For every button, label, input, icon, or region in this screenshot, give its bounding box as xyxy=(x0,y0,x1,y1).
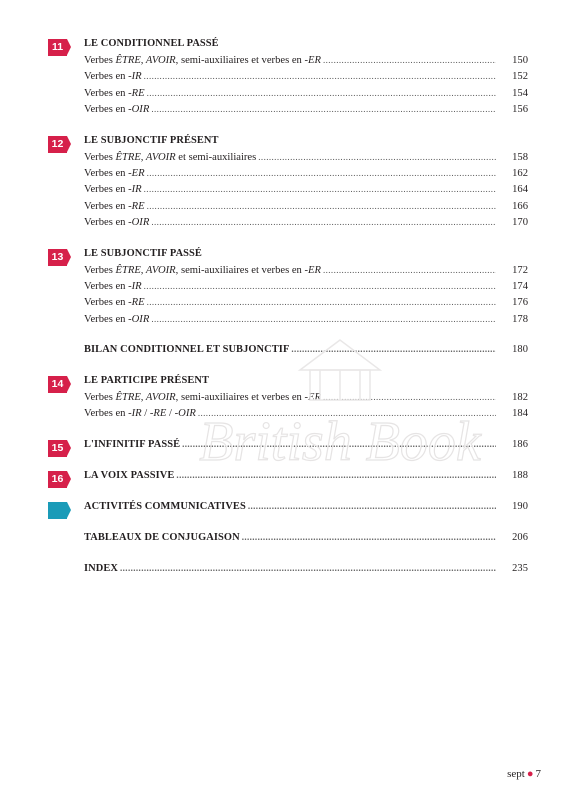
toc-chapter xyxy=(48,501,528,518)
chapter-title-row[interactable] xyxy=(84,501,528,518)
entry-label-text: Verbes xyxy=(84,392,116,404)
chapter-title: LE CONDITIONNEL PASSÉ xyxy=(84,38,219,49)
watermark-text: British Book xyxy=(199,411,481,473)
entry-label xyxy=(84,265,321,276)
dot-leader xyxy=(147,297,496,307)
page-number: 182 xyxy=(512,392,528,404)
chapter-title-row[interactable] xyxy=(84,375,528,392)
entry-label xyxy=(84,184,142,195)
toc-entry[interactable] xyxy=(84,88,528,104)
dot-leader xyxy=(291,344,496,354)
entry-label-italic: -OIR xyxy=(128,217,150,229)
page-number: 186 xyxy=(512,438,528,450)
entry-label-text: , semi-auxiliaires et verbes en xyxy=(175,264,305,276)
page-number: 178 xyxy=(512,313,528,325)
dot-leader xyxy=(147,88,496,98)
page-number: 162 xyxy=(512,167,528,179)
entry-label-italic: ÊTRE, AVOIR xyxy=(115,392,176,404)
page-number: 176 xyxy=(512,297,528,309)
entry-label-text: Verbes en xyxy=(84,217,129,229)
page-number: 206 xyxy=(512,531,528,543)
dot-leader xyxy=(144,184,496,194)
entry-label-italic: -ER xyxy=(304,392,321,404)
toc-chapter xyxy=(48,375,528,425)
entry-label-italic: -RE xyxy=(128,297,145,309)
chapter-title-row[interactable] xyxy=(84,248,528,265)
entry-label xyxy=(84,281,142,292)
dot-leader xyxy=(120,563,496,573)
entry-label-italic: -IR xyxy=(128,71,142,83)
toc-entry[interactable] xyxy=(84,217,528,233)
page-number: 174 xyxy=(512,280,528,292)
chapter-number-badge: 11 xyxy=(48,39,67,56)
dot-leader xyxy=(248,501,496,511)
toc-entry[interactable] xyxy=(84,104,528,120)
entry-label xyxy=(84,217,149,228)
page-number: 150 xyxy=(512,55,528,66)
toc-entry[interactable] xyxy=(84,168,528,184)
entry-label-italic: -RE xyxy=(128,87,145,99)
chapter-title-row[interactable] xyxy=(84,344,528,361)
entry-label xyxy=(84,392,321,403)
chapter-title: TABLEAUX DE CONJUGAISON xyxy=(84,531,240,543)
dot-leader xyxy=(323,265,496,275)
toc-chapter xyxy=(48,439,528,456)
chapter-title: LE PARTICIPE PRÉSENT xyxy=(84,375,209,387)
chapter-title-row[interactable] xyxy=(84,135,528,152)
entry-label xyxy=(84,104,149,115)
dot-leader xyxy=(151,314,496,324)
entry-label xyxy=(84,297,145,308)
entry-label xyxy=(84,314,149,325)
entry-label-text: Verbes en xyxy=(84,184,129,196)
entry-label-italic: -RE xyxy=(149,408,167,420)
entry-label-text: Verbes en xyxy=(84,87,129,99)
entry-label xyxy=(84,168,145,179)
entry-label-italic: -OIR xyxy=(128,313,150,325)
page-number: 158 xyxy=(512,151,528,163)
table-of-contents xyxy=(48,38,528,594)
toc-entry[interactable] xyxy=(84,265,528,281)
entry-label-italic: -ER xyxy=(304,55,321,66)
entry-label-italic: -ER xyxy=(304,264,321,276)
chapter-number-badge: 14 xyxy=(48,376,67,393)
chapter-title: L'INFINITIF PASSÉ xyxy=(84,438,181,450)
entry-label-italic: -IR xyxy=(128,280,142,292)
dot-leader xyxy=(151,104,496,114)
chapter-title: LA VOIX PASSIVE xyxy=(84,469,175,481)
chapter-number-badge: 13 xyxy=(48,249,67,266)
toc-chapter xyxy=(48,344,528,361)
entry-label-text: Verbes en xyxy=(84,297,129,309)
entry-label-italic: ÊTRE, AVOIR xyxy=(115,151,176,163)
dot-leader xyxy=(258,152,496,162)
toc-chapter xyxy=(48,532,528,549)
toc-entry[interactable] xyxy=(84,408,528,424)
dot-leader xyxy=(176,470,496,480)
chapter-title-row[interactable] xyxy=(84,470,528,487)
dot-leader xyxy=(323,55,496,65)
entry-label xyxy=(84,71,142,82)
dot-leader xyxy=(242,532,496,542)
entry-label-text: Verbes xyxy=(84,264,116,276)
dot-leader xyxy=(147,168,496,178)
entry-label-text: Verbes xyxy=(84,55,116,66)
entry-label-text: Verbes en xyxy=(84,71,129,83)
footer-page-number: 7 xyxy=(535,768,541,780)
entry-label-text: Verbes en xyxy=(84,200,129,212)
entry-label-text: Verbes en xyxy=(84,167,129,179)
toc-chapter xyxy=(48,38,528,121)
toc-entry[interactable] xyxy=(84,201,528,217)
entry-label-italic: -OIR xyxy=(128,104,150,116)
toc-entry[interactable] xyxy=(84,281,528,297)
chapter-title: BILAN CONDITIONNEL ET SUBJONCTIF xyxy=(84,344,290,356)
entry-label-text: , semi-auxiliaires et verbes en xyxy=(175,55,305,66)
entry-label-text: Verbes en xyxy=(84,408,129,420)
dot-leader xyxy=(144,281,496,291)
entry-label-text: et semi-auxiliaires xyxy=(175,151,257,163)
chapter-title-row[interactable] xyxy=(84,439,528,456)
entry-label-italic: ÊTRE, AVOIR xyxy=(115,55,176,66)
page-number: 164 xyxy=(512,184,528,196)
bullet-icon: ● xyxy=(526,768,534,780)
page-number: 180 xyxy=(512,344,528,356)
chapter-title-row[interactable] xyxy=(84,563,528,580)
toc-chapter xyxy=(48,248,528,331)
toc-entry[interactable] xyxy=(84,184,528,200)
chapter-title-row[interactable] xyxy=(84,532,528,549)
entry-label-italic: ÊTRE, AVOIR xyxy=(115,264,176,276)
toc-entry[interactable] xyxy=(84,71,528,87)
entry-label-text: , semi-auxiliaires et verbes en xyxy=(175,392,305,404)
entry-label xyxy=(84,408,196,419)
dot-leader xyxy=(198,408,496,418)
entry-label-text: / xyxy=(141,408,150,420)
dot-leader xyxy=(147,201,496,211)
page-footer xyxy=(507,768,541,780)
chapter-title: LE SUBJONCTIF PASSÉ xyxy=(84,247,202,259)
entry-label xyxy=(84,152,256,163)
toc-chapter xyxy=(48,470,528,487)
toc-entry[interactable] xyxy=(84,392,528,408)
chapter-title: ACTIVITÉS COMMUNICATIVES xyxy=(84,500,246,512)
entry-label xyxy=(84,88,145,99)
entry-label-italic: -IR xyxy=(128,408,142,420)
entry-label-italic: -IR xyxy=(128,184,142,196)
toc-entry[interactable] xyxy=(84,314,528,330)
dot-leader xyxy=(182,439,496,449)
entry-label-text: Verbes xyxy=(84,151,116,163)
toc-entry[interactable] xyxy=(84,55,528,71)
dot-leader xyxy=(323,392,496,402)
footer-word: sept xyxy=(507,768,525,780)
toc-chapter xyxy=(48,135,528,234)
chapter-number-badge: 15 xyxy=(48,440,67,457)
entry-label xyxy=(84,201,145,212)
section-flag-icon xyxy=(48,502,67,519)
chapter-title-row[interactable] xyxy=(84,38,528,55)
dot-leader xyxy=(144,71,496,81)
page-number: 156 xyxy=(512,104,528,116)
page-number: 188 xyxy=(512,469,528,481)
page-number: 166 xyxy=(512,200,528,212)
chapter-title: INDEX xyxy=(84,562,118,574)
page-number: 154 xyxy=(512,87,528,99)
dot-leader xyxy=(151,217,496,227)
chapter-number-badge: 12 xyxy=(48,136,67,153)
entry-label-italic: -RE xyxy=(128,200,145,212)
toc-entry[interactable] xyxy=(84,152,528,168)
entry-label-text: Verbes en xyxy=(84,313,129,325)
entry-label xyxy=(84,55,321,66)
chapter-number-badge: 16 xyxy=(48,471,67,488)
entry-label-text: Verbes en xyxy=(84,280,129,292)
page-number: 170 xyxy=(512,217,528,229)
page-number: 235 xyxy=(512,562,528,574)
page-number: 152 xyxy=(512,71,528,83)
page-number: 172 xyxy=(512,264,528,276)
entry-label-italic: -ER xyxy=(128,167,145,179)
toc-chapter xyxy=(48,563,528,580)
entry-label-text: Verbes en xyxy=(84,104,129,116)
entry-label-text: / xyxy=(166,408,175,420)
page-number: 184 xyxy=(512,408,528,420)
entry-label-italic: -OIR xyxy=(174,408,196,420)
page-number: 190 xyxy=(512,500,528,512)
chapter-title: LE SUBJONCTIF PRÉSENT xyxy=(84,134,219,146)
toc-entry[interactable] xyxy=(84,297,528,313)
